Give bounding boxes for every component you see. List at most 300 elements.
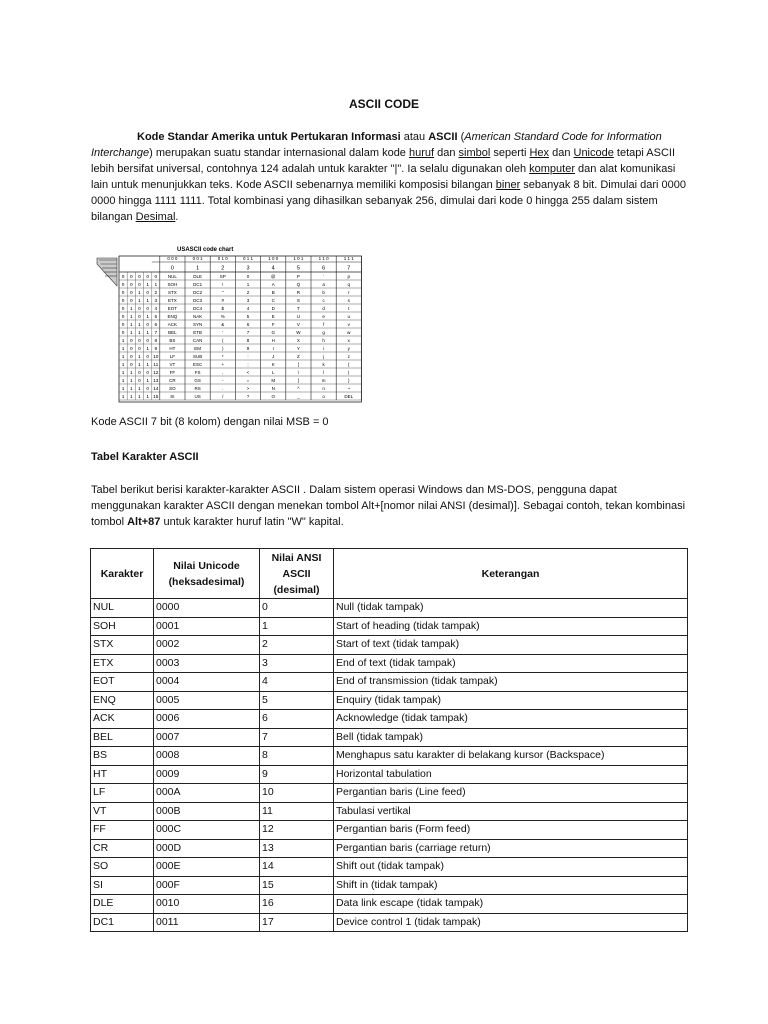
chart-cell: ~ xyxy=(347,386,351,391)
chart-cell: ACK xyxy=(167,322,178,327)
chart-row-bit: 0 xyxy=(129,275,133,280)
chart-row-bit: 0 xyxy=(129,355,133,360)
chart-cell: ) xyxy=(222,346,224,351)
chart-cell: 9 xyxy=(246,346,250,351)
chart-cell: \ xyxy=(297,370,300,375)
chart-row-bit: 1 xyxy=(146,379,150,384)
chart-row-number: 3 xyxy=(154,299,158,304)
chart-cell: K xyxy=(271,362,275,367)
chart-row-bit: 0 xyxy=(121,315,125,320)
table-row xyxy=(91,895,688,914)
table-row xyxy=(91,617,688,636)
intro-ascii-bold: ASCII xyxy=(428,131,458,143)
chart-cell: s xyxy=(347,298,350,303)
chart-row-bit: 0 xyxy=(129,347,133,352)
chart-cell: 5 xyxy=(246,314,250,319)
cell-ansi: 3 xyxy=(260,654,334,673)
chart-row-bit: 1 xyxy=(129,387,133,392)
cell-unicode: 0006 xyxy=(154,710,260,729)
chart-cell: w xyxy=(347,330,351,335)
chart-cell: ] xyxy=(297,378,300,383)
chart-row-bit: 1 xyxy=(121,339,125,344)
chart-row-bit: 0 xyxy=(146,371,150,376)
chart-cell: e xyxy=(322,314,325,319)
chart-cell: ESC xyxy=(192,362,203,367)
chart-row-bit: 1 xyxy=(121,387,125,392)
para-text: untuk karakter huruf latin "W" kapital. xyxy=(160,516,344,528)
chart-column-bits: 0 1 0 xyxy=(217,256,228,261)
chart-cell: # xyxy=(221,298,225,303)
header-ansi xyxy=(260,549,334,599)
table-row xyxy=(91,636,688,655)
chart-cell: SO xyxy=(169,386,176,391)
chart-column-bits: 0 0 1 xyxy=(192,256,203,261)
cell-unicode: 0008 xyxy=(154,747,260,766)
chart-cell: a xyxy=(322,282,325,287)
cell-unicode: 0010 xyxy=(154,895,260,914)
cell-karakter: CR xyxy=(91,839,154,858)
chart-cell: 7 xyxy=(246,330,250,335)
chart-row-bit: 0 xyxy=(129,299,133,304)
chart-cell: P xyxy=(296,274,300,279)
chart-cell: ? xyxy=(246,394,250,399)
intro-text: dan xyxy=(434,147,459,159)
cell-keterangan: Shift in (tidak tampak) xyxy=(334,876,688,895)
para-text: Tabel berikut berisi karakter-karakter ASCII . Dalam sistem operasi Windows dan MS-DOS, pengguna dapat menggunakan karakter ASCII dengan menekan tombol Alt+[nomor nilai ANSI (desimal)]. Sebagai contoh, tekan kombinasi tombol xyxy=(91,484,686,528)
chart-cell: 3 xyxy=(246,298,250,303)
header-keterangan: Keterangan xyxy=(334,549,688,599)
cell-ansi: 17 xyxy=(260,913,334,932)
chart-row-bit: 1 xyxy=(129,371,133,376)
chart-column-number: 7 xyxy=(347,265,351,272)
chart-cell: 0 xyxy=(246,274,250,279)
chart-column-number: 3 xyxy=(246,265,250,272)
intro-italic: American Standard Code for Information Interchange xyxy=(91,131,662,159)
chart-cell: B xyxy=(271,290,275,295)
chart-cell: + xyxy=(221,362,225,367)
cell-keterangan: End of transmission (tidak tampak) xyxy=(334,673,688,692)
cell-unicode: 0011 xyxy=(154,913,260,932)
cell-karakter: SO xyxy=(91,858,154,877)
table-row xyxy=(91,839,688,858)
chart-cell: l xyxy=(323,370,325,375)
chart-cell: p xyxy=(347,274,351,279)
chart-cell: J xyxy=(272,354,275,359)
chart-row-bit: 0 xyxy=(146,355,150,360)
chart-title: USASCII code chart xyxy=(177,247,234,253)
chart-cell: m xyxy=(321,378,326,383)
chart-cell: ' xyxy=(222,330,224,335)
chart-cell: . xyxy=(222,386,224,391)
chart-cell: ENQ xyxy=(167,314,178,319)
intro-bold-lead: Kode Standar Amerika untuk Pertukaran Informasi xyxy=(137,131,401,143)
header-unicode xyxy=(154,549,260,599)
page-title: ASCII CODE xyxy=(348,97,419,111)
chart-cell: , xyxy=(222,370,224,375)
chart-row-bit: 0 xyxy=(146,387,150,392)
cell-ansi: 15 xyxy=(260,876,334,895)
cell-keterangan: Shift out (tidak tampak) xyxy=(334,858,688,877)
chart-cell: NAK xyxy=(192,314,203,319)
link-unicode[interactable]: Unicode xyxy=(573,147,614,159)
cell-ansi: 12 xyxy=(260,821,334,840)
cell-keterangan: Start of text (tidak tampak) xyxy=(334,636,688,655)
chart-row-bit: 0 xyxy=(121,283,125,288)
cell-ansi: 10 xyxy=(260,784,334,803)
cell-karakter: ENQ xyxy=(91,691,154,710)
chart-cell: - xyxy=(222,378,224,383)
chart-row-bit: 0 xyxy=(146,323,150,328)
chart-cell: EOT xyxy=(167,306,178,311)
chart-cell: LF xyxy=(169,354,176,359)
chart-cell: V xyxy=(296,322,300,327)
cell-karakter: ETX xyxy=(91,654,154,673)
intro-text: ) merupakan suatu standar internasional dalam kode xyxy=(149,147,409,159)
table-row xyxy=(91,747,688,766)
chart-row-bit: 0 xyxy=(121,331,125,336)
chart-cell: R xyxy=(296,290,301,295)
chart-cell: L xyxy=(271,370,275,375)
intro-text: sebanyak 8 bit. Dimulai dari 0000 0000 hingga 1111 1111. Total kombinasi yang dihasilkan sebanyak 256, dimulai dari kode 0 hingga 255 dalam sistem bilangan xyxy=(91,179,686,223)
chart-row-number: 4 xyxy=(154,307,158,312)
chart-cell: SUB xyxy=(192,354,203,359)
chart-cell: I xyxy=(272,346,274,351)
cell-karakter: BS xyxy=(91,747,154,766)
chart-cell: | xyxy=(348,370,350,375)
table-row xyxy=(91,728,688,747)
chart-cell: DC3 xyxy=(193,298,203,303)
para-bold-alt87: Alt+87 xyxy=(127,516,161,528)
chart-cell: j xyxy=(323,354,325,359)
chart-row-bit: 0 xyxy=(138,347,141,352)
chart-row-bit: 1 xyxy=(129,307,133,312)
chart-cell: VT xyxy=(169,362,176,367)
chart-row-bit: 1 xyxy=(146,315,150,320)
cell-karakter: NUL xyxy=(91,599,154,618)
cell-karakter: DLE xyxy=(91,895,154,914)
intro-text: atau xyxy=(400,131,429,143)
chart-row-bit: 1 xyxy=(146,283,150,288)
cell-ansi: 0 xyxy=(260,599,334,618)
chart-cell: Q xyxy=(296,282,301,287)
chart-row-bit: 1 xyxy=(146,331,150,336)
chart-row-bit: 0 xyxy=(121,323,125,328)
intro-text: ( xyxy=(457,131,465,143)
chart-row-bit: 1 xyxy=(138,299,141,304)
chart-cell: 8 xyxy=(246,338,250,343)
chart-cell: : xyxy=(247,354,249,359)
cell-karakter: STX xyxy=(91,636,154,655)
chart-cell: v xyxy=(347,322,350,327)
chart-cell: U xyxy=(296,314,301,319)
chart-column-bits: 1 0 0 xyxy=(268,256,279,261)
chart-cell: S xyxy=(296,298,300,303)
chart-cell: _ xyxy=(297,394,300,399)
chart-cell: " xyxy=(221,290,224,295)
cell-karakter: ACK xyxy=(91,710,154,729)
chart-cell: i xyxy=(323,346,325,351)
chart-cell: ; xyxy=(247,362,249,367)
chart-cell: ( xyxy=(222,338,224,343)
chart-row-bit: 0 xyxy=(121,291,125,296)
chart-row-number: 0 xyxy=(154,275,158,280)
chart-column-number: 0 xyxy=(170,265,174,272)
chart-cell: DEL xyxy=(344,394,354,399)
chart-cell: & xyxy=(221,322,225,327)
chart-cell: CR xyxy=(169,378,176,383)
chart-cell: o xyxy=(322,394,325,399)
chart-row-number: 1 xyxy=(154,283,158,288)
chart-row-bit: 0 xyxy=(138,339,141,344)
chart-cell: ETB xyxy=(193,330,202,335)
chart-cell: M xyxy=(271,378,276,383)
chart-cell: SP xyxy=(219,274,226,279)
chart-row-number: 14 xyxy=(153,387,159,392)
chart-row-bit: 1 xyxy=(121,371,125,376)
cell-unicode: 0005 xyxy=(154,691,260,710)
chart-cell: F xyxy=(271,322,275,327)
chart-cell: C xyxy=(271,298,275,303)
cell-unicode: 0001 xyxy=(154,617,260,636)
chart-cell: g xyxy=(322,330,325,335)
header-ansi-line1: Nilai ANSI xyxy=(271,551,322,564)
chart-cell: / xyxy=(222,394,224,399)
cell-keterangan: Start of heading (tidak tampak) xyxy=(334,617,688,636)
cell-keterangan: Pergantian baris (Line feed) xyxy=(334,784,688,803)
chart-cell: DC2 xyxy=(193,290,203,295)
chart-row-bit: 0 xyxy=(138,315,141,320)
chart-row-bit: 0 xyxy=(138,307,141,312)
table-row xyxy=(91,876,688,895)
chart-cell: HT xyxy=(169,346,176,351)
cell-keterangan: End of text (tidak tampak) xyxy=(334,654,688,673)
header-unicode-line2: (heksadesimal) xyxy=(168,575,245,588)
chart-row-bit: 1 xyxy=(146,299,150,304)
table-row xyxy=(91,858,688,877)
table-row xyxy=(91,765,688,784)
cell-keterangan: Tabulasi vertikal xyxy=(334,802,688,821)
link-komputer[interactable]: komputer xyxy=(529,163,575,175)
chart-cell: A xyxy=(271,282,275,287)
chart-column-bits: 1 1 0 xyxy=(318,256,329,261)
chart-column-number: 1 xyxy=(196,265,200,272)
chart-cell: > xyxy=(246,386,250,391)
chart-row-bit: 1 xyxy=(129,395,133,400)
chart-row-bit: 0 xyxy=(121,299,125,304)
chart-cell: BEL xyxy=(168,330,177,335)
chart-cell: x xyxy=(347,338,350,343)
chart-cell: H xyxy=(271,338,275,343)
chart-row-bit: 1 xyxy=(129,379,133,384)
chart-row-bit: 0 xyxy=(146,307,150,312)
chart-cell: Y xyxy=(296,346,300,351)
table-row xyxy=(91,913,688,932)
cell-keterangan: Data link escape (tidak tampak) xyxy=(334,895,688,914)
chart-cell: G xyxy=(271,330,275,335)
cell-unicode: 0003 xyxy=(154,654,260,673)
chart-row-bit: 0 xyxy=(138,283,141,288)
chart-row-bit: 1 xyxy=(146,347,150,352)
chart-cell: 1 xyxy=(246,282,250,287)
chart-column-bits: 0 1 1 xyxy=(242,256,254,261)
link-biner[interactable]: biner xyxy=(495,179,521,191)
cell-ansi: 8 xyxy=(260,747,334,766)
chart-row-bit: 0 xyxy=(138,371,141,376)
cell-ansi: 6 xyxy=(260,710,334,729)
chart-row-bit: 0 xyxy=(129,291,133,296)
link-hex[interactable]: Hex xyxy=(529,147,550,159)
cell-karakter: FF xyxy=(91,821,154,840)
chart-row-number: 2 xyxy=(154,291,158,296)
cell-keterangan: Horizontal tabulation xyxy=(334,765,688,784)
chart-row-bit: 0 xyxy=(146,275,150,280)
cell-keterangan: Null (tidak tampak) xyxy=(334,599,688,618)
chart-row-number: 12 xyxy=(153,371,159,376)
header-karakter: Karakter xyxy=(91,549,154,599)
chart-column-number: 2 xyxy=(221,265,225,272)
chart-cell: BS xyxy=(169,338,176,343)
chart-cell: Z xyxy=(297,354,300,359)
intro-text: tetapi ASCII lebih bersifat universal, contohnya 124 adalah untuk karakter "|". Ia selalu digunakan oleh xyxy=(91,147,676,175)
chart-cell: FS xyxy=(194,370,201,375)
cell-keterangan: Enquiry (tidak tampak) xyxy=(334,691,688,710)
section-heading: Tabel Karakter ASCII xyxy=(91,451,199,463)
chart-row-bit: 1 xyxy=(138,355,141,360)
chart-row-bit: 1 xyxy=(138,395,141,400)
chart-row-bit: 1 xyxy=(121,395,125,400)
intro-text: . xyxy=(175,211,179,223)
cell-karakter: SI xyxy=(91,876,154,895)
cell-keterangan: Acknowledge (tidak tampak) xyxy=(334,710,688,729)
chart-cell: $ xyxy=(221,306,225,311)
chart-row-bit: 1 xyxy=(129,323,133,328)
cell-unicode: 0000 xyxy=(154,599,260,618)
chart-cell: ! xyxy=(222,282,224,287)
cell-ansi: 13 xyxy=(260,839,334,858)
chart-column-bits: 1 1 1 xyxy=(343,256,354,261)
chart-row-number: 8 xyxy=(154,339,158,344)
cell-unicode: 0009 xyxy=(154,765,260,784)
intro-paragraph xyxy=(91,129,687,225)
chart-row-bit: 1 xyxy=(121,347,125,352)
cell-ansi: 9 xyxy=(260,765,334,784)
chart-cell: O xyxy=(271,394,275,399)
chart-cell: EM xyxy=(194,346,201,351)
table-body xyxy=(91,599,688,932)
chart-cell: @ xyxy=(270,274,276,279)
chart-cell: CAN xyxy=(192,338,203,343)
cell-ansi: 1 xyxy=(260,617,334,636)
table-header-row xyxy=(91,549,688,599)
chart-cell: = xyxy=(246,378,250,383)
usascii-code-chart-image xyxy=(95,242,354,408)
table-row xyxy=(91,784,688,803)
table-row xyxy=(91,802,688,821)
cell-karakter: DC1 xyxy=(91,913,154,932)
chart-cell: W xyxy=(296,330,301,335)
cell-karakter: BEL xyxy=(91,728,154,747)
link-huruf[interactable]: huruf xyxy=(408,147,435,159)
chart-row-number: 6 xyxy=(154,323,158,328)
cell-unicode: 000D xyxy=(154,839,260,858)
chart-cell: E xyxy=(271,314,275,319)
chart-row-bit: 0 xyxy=(129,283,133,288)
chart-row-number: 9 xyxy=(154,347,158,352)
chart-cell: [ xyxy=(297,362,300,367)
table-row xyxy=(91,710,688,729)
chart-row-number: 13 xyxy=(153,379,159,384)
link-simbol[interactable]: simbol xyxy=(458,147,491,159)
cell-ansi: 5 xyxy=(260,691,334,710)
table-row xyxy=(91,599,688,618)
cell-unicode: 0007 xyxy=(154,728,260,747)
cell-keterangan: Bell (tidak tampak) xyxy=(334,728,688,747)
chart-column-bits: 0 0 0 xyxy=(167,256,178,261)
ascii-table xyxy=(90,548,688,932)
chart-cell: b xyxy=(322,290,325,295)
cell-karakter: EOT xyxy=(91,673,154,692)
cell-unicode: 000B xyxy=(154,802,260,821)
cell-keterangan: Pergantian baris (carriage return) xyxy=(334,839,688,858)
cell-ansi: 16 xyxy=(260,895,334,914)
chart-row-bit: 1 xyxy=(138,387,141,392)
chart-cell: { xyxy=(348,362,350,367)
link-desimal[interactable]: Desimal xyxy=(135,211,176,223)
chart-row-bit: 1 xyxy=(138,363,141,368)
chart-cell: DC4 xyxy=(193,306,203,311)
chart-cell: ^ xyxy=(297,386,300,391)
chart-row-bit: 1 xyxy=(138,291,141,296)
chart-row-number: 5 xyxy=(154,315,158,320)
chart-cell: < xyxy=(246,370,250,375)
chart-column-number: 6 xyxy=(322,265,326,272)
header-unicode-line1: Nilai Unicode xyxy=(173,559,240,572)
cell-ansi: 2 xyxy=(260,636,334,655)
intro-text: dan xyxy=(549,147,574,159)
figure-caption: Kode ASCII 7 bit (8 kolom) dengan nilai MSB = 0 xyxy=(91,416,329,428)
chart-cell: } xyxy=(348,378,350,383)
chart-cell: u xyxy=(347,314,351,319)
cell-unicode: 000C xyxy=(154,821,260,840)
cell-keterangan: Device control 1 (tidak tampak) xyxy=(334,913,688,932)
chart-row-bit: 0 xyxy=(121,307,125,312)
chart-row-bit: 1 xyxy=(129,315,133,320)
chart-cell: d xyxy=(322,306,325,311)
cell-karakter: SOH xyxy=(91,617,154,636)
chart-cell: % xyxy=(220,314,225,319)
chart-cell: SOH xyxy=(167,282,178,287)
cell-ansi: 4 xyxy=(260,673,334,692)
chart-cell: DC1 xyxy=(193,282,203,287)
chart-column-number: 5 xyxy=(296,265,300,272)
chart-cell: T xyxy=(297,306,300,311)
header-ansi-line2: ASCII xyxy=(282,567,311,580)
chart-row-bit: 1 xyxy=(121,363,125,368)
chart-cell: SYN xyxy=(192,322,203,327)
chart-cell: t xyxy=(348,306,350,311)
table-row xyxy=(91,691,688,710)
cell-ansi: 14 xyxy=(260,858,334,877)
chart-cell: SI xyxy=(170,394,175,399)
chart-cell: DLE xyxy=(193,274,202,279)
chart-row-bit: 0 xyxy=(138,379,141,384)
chart-row-bit: 0 xyxy=(121,275,125,280)
chart-cell: 6 xyxy=(246,322,250,327)
chart-cell: k xyxy=(322,362,325,367)
cell-ansi: 11 xyxy=(260,802,334,821)
chart-cell: q xyxy=(347,282,351,287)
chart-cell: N xyxy=(271,386,275,391)
